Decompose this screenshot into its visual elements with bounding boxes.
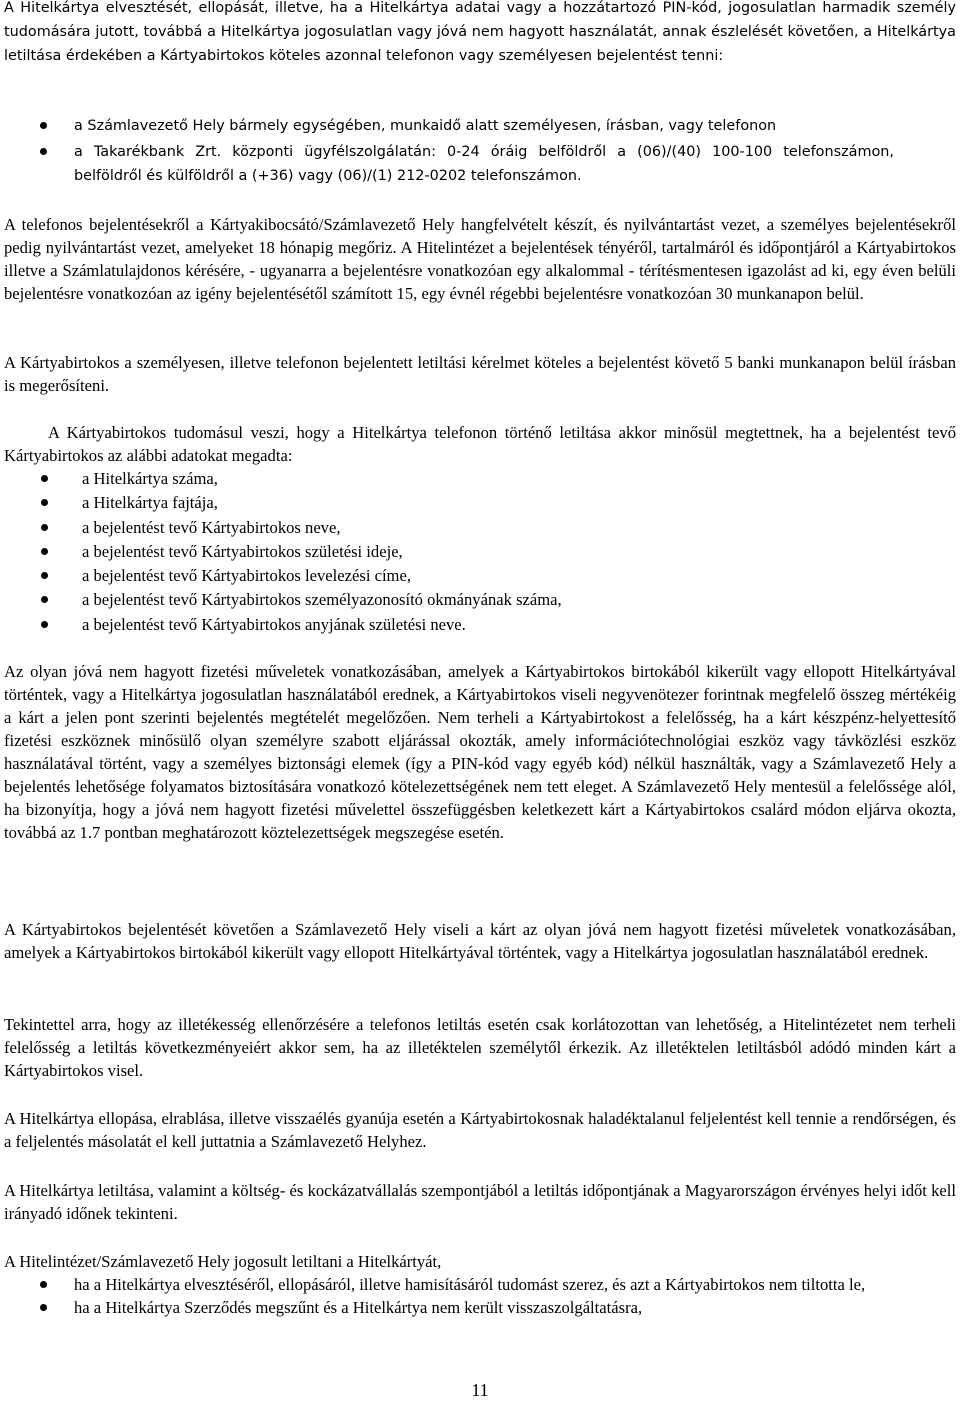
bank-block-reasons-list: [4, 1273, 956, 1319]
bank-block-reason-lost: ha a Hitelkártya elvesztéséről, ellopásáról, illetve hamisításáról tudomást szerez, és azt a Kártyabirtokos nem tiltotta le,: [74, 1275, 866, 1294]
list-item: [4, 467, 904, 491]
validity-intro: A Kártyabirtokos tudomásul veszi, hogy a Hitelkártya telefonon történő letiltása akkor minősül megtettnek, ha a bejelentést tevő Kártyabirtokos az alábbi adatokat megadta:: [4, 423, 956, 465]
required-item-birth-date: a bejelentést tevő Kártyabirtokos születési ideje,: [82, 541, 403, 561]
required-item-address: a bejelentést tevő Kártyabirtokos levelezési címe,: [82, 566, 411, 586]
bank-block-reason-terminated: ha a Hitelkártya Szerződés megszűnt és a Hitelkártya nem került visszaszolgáltatásra,: [74, 1298, 643, 1317]
confirmation-paragraph: A Kártyabirtokos a személyesen, illetve telefonon bejelentett letiltási kérelmet köteles a bejelentést követő 5 banki munkanapon belül írásban is megerősíteni.: [4, 353, 956, 395]
required-item-id-number: a bejelentést tevő Kártyabirtokos személyazonosító okmányának száma,: [82, 590, 562, 610]
required-item-mother-name: a bejelentést tevő Kártyabirtokos anyjának születési neve.: [82, 614, 466, 634]
required-data-list: [4, 467, 904, 637]
required-item-card-type: a Hitelkártya fajtája,: [82, 493, 218, 513]
report-channels-list: [4, 114, 894, 188]
list-item: [4, 114, 894, 138]
verification-paragraph: Tekintettel arra, hogy az illetékesség ellenőrzésére a telefonos letiltás esetén csak korlátozottan van lehetőség, a Hitelintézetet nem terheli felelősség a letiltás következményeiért akkor sem, ha az illetéktelen személytől érkezik. Az illetéktelen letiltásból adódó minden kárt a Kártyabirtokos visel.: [4, 1015, 956, 1080]
page-number: 11: [471, 1380, 489, 1400]
list-item: [4, 1273, 956, 1296]
list-item: [4, 516, 904, 540]
police-paragraph: A Hitelkártya ellopása, elrablása, illetve visszaélés gyanúja esetén a Kártyabirtokosnak haladéktalanul feljelentést kell tennie a rendőrségen, és a feljelentés másolatát el kell juttatnia a Számlavezető Helyhez.: [4, 1109, 956, 1151]
required-item-name: a bejelentést tevő Kártyabirtokos neve,: [82, 517, 341, 537]
liability-paragraph: Az olyan jóvá nem hagyott fizetési műveletek vonatkozásában, amelyek a Kártyabirtokos birtokából kikerült vagy ellopott Hitelkártyával történtek, vagy a Hitelkártya jogosulatlan használatából erednek, a Kártyabirtokos viseli negyvenötezer forintnak megfelelő összeg mértékéig a kárt a jelen pont szerinti bejelentés megtételét megelőzően. Nem terheli a Kártyabirtokost a felelősség, ha a kárt készpénz-helyettesítő fizetési eszköznek minősülő olyan személyre szabott eljárással okozták, amely információtechnológiai eszköz vagy távközlési eszköz használatával történt, vagy a személyes biztonsági elemek (így a PIN-kód vagy egyéb kód) nélkül használták, vagy a Számlavezető Hely a bejelentés lehetősége folyamatos biztosítására vonatkozó kötelezettségének nem tett eleget. A Számlavezető Hely mentesül a felelőssége alól, ha bizonyítja, hogy a jóvá nem hagyott fizetési művelettel összefüggésben keletkezett kárt a Kártyabirtokos csalárd módon eljárva okozta, továbbá az 1.7 pontban meghatározott köztelezettségek megszegése esetén.: [4, 662, 956, 842]
list-item: [4, 588, 904, 612]
report-channel-call-center: a Takarékbank Zrt. központi ügyfélszolgálatán: 0-24 óráig belföldről a (06)/(40) 100-100 telefonszámon, belföldről és külföldről a (+36) vagy (06)/(1) 212-0202 telefonszámon.: [74, 144, 894, 184]
list-item: [4, 564, 904, 588]
required-item-card-number: a Hitelkártya száma,: [82, 469, 218, 488]
list-item: [4, 613, 904, 637]
list-item: [4, 491, 904, 515]
time-paragraph: A Hitelkártya letiltása, valamint a költség- és kockázatvállalás szempontjából a letiltás időpontjának a Magyarországon érvényes helyi időt kell irányadó időnek tekinteni.: [4, 1181, 956, 1223]
list-item: [4, 1296, 956, 1319]
intro-paragraph: A Hitelkártya elvesztését, ellopását, illetve, ha a Hitelkártya adatai vagy a hozzátartozó PIN-kód, jogosulatlan harmadik személy tudomására jutott, továbbá a Hitelkártya jogosulatlan vagy jóvá nem hagyott használatát, annak észlelését követően, a Hitelkártya letiltása érdekében a Kártyabirtokos köteles azonnal telefonon vagy személyesen bejelentést tenni:: [4, 0, 956, 64]
list-item: [4, 140, 894, 188]
recording-paragraph: A telefonos bejelentésekről a Kártyakibocsátó/Számlavezető Hely hangfelvételt készít, és nyilvántartást vezet, a személyes bejelentésekről pedig nyilvántartást vezet, amelyeket 18 hónapig megőriz. A Hitelintézet a bejelentések tényéről, tartalmáról és időpontjáról a Kártyabirtokos illetve a Számlatulajdonos kérésére, - ugyanarra a bejelentésre vonatkozóan egy alkalommal - térítésmentesen igazolást ad ki, egy éven belüli bejelentésre vonatkozóan az igény bejelentésétől számított 15, egy évnél régebbi bejelentésre vonatkozóan 30 munkanapon belül.: [4, 215, 956, 303]
list-item: [4, 540, 904, 564]
after-report-paragraph: A Kártyabirtokos bejelentését követően a Számlavezető Hely viseli a kárt az olyan jóvá nem hagyott fizetési műveletek vonatkozásában, amelyek a Kártyabirtokos birtokából kikerült vagy ellopott Hitelkártyával történtek, vagy a Hitelkártya jogosulatlan használatából erednek.: [4, 920, 956, 962]
report-channel-branch: a Számlavezető Hely bármely egységében, munkaidő alatt személyesen, írásban, vagy telefonon: [74, 118, 777, 134]
bank-block-intro: A Hitelintézet/Számlavezető Hely jogosult letiltani a Hitelkártyát,: [4, 1252, 442, 1271]
